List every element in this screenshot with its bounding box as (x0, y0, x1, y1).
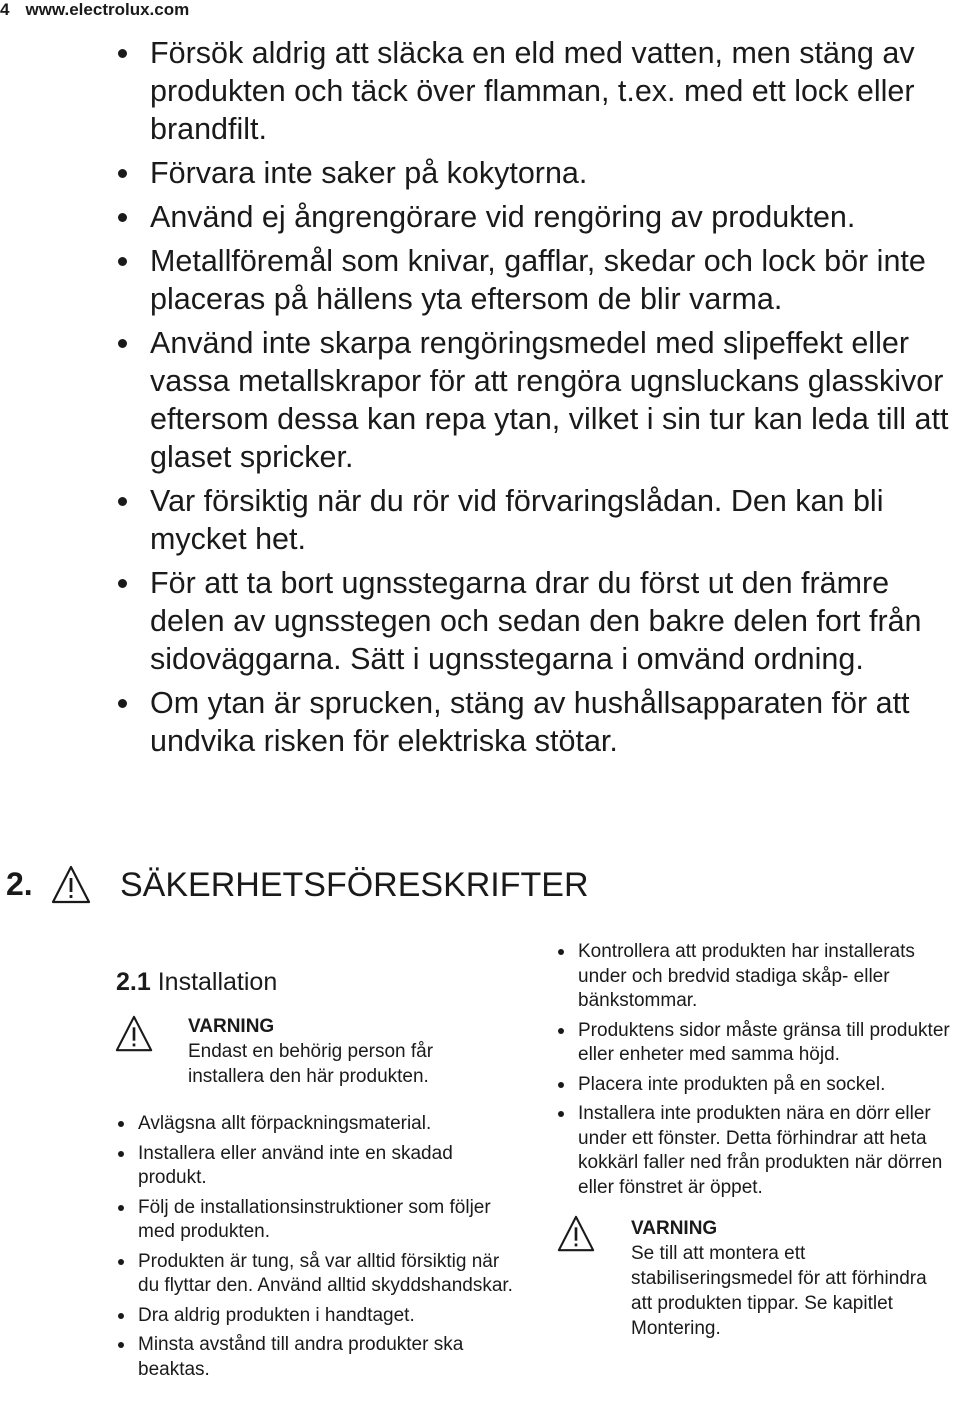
warning-text: Endast en behörig person får installera den här produkten. (188, 1041, 434, 1087)
warning-box-stabilizer (556, 1214, 956, 1344)
list-item: Minsta avstånd till andra produkter ska beaktas. (116, 1333, 516, 1382)
list-item: Metallföremål som knivar, gafflar, skedar och lock bör inte placeras på hällens yta eftersom de blir varma. (110, 242, 950, 318)
list-item: Försök aldrig att släcka en eld med vatten, men stäng av produkten och täck över flamman, t.ex. med ett lock eller brandfilt. (110, 34, 950, 148)
list-item: Följ de installationsinstruktioner som följer med produkten. (116, 1196, 516, 1245)
warning-title: VARNING (631, 1218, 718, 1239)
warning-title: VARNING (188, 1016, 275, 1037)
section-title: SÄKERHETSFÖRESKRIFTER (120, 866, 589, 904)
list-item: Produkten är tung, så var alltid försiktig när du flyttar den. Använd alltid skyddshandskar. (116, 1250, 516, 1299)
list-item: Avlägsna allt förpackningsmaterial. (116, 1112, 516, 1137)
list-item: Använd inte skarpa rengöringsmedel med slipeffekt eller vassa metallskrapor för att rengöra ugnsluckans glasskivor eftersom dessa kan repa ytan, vilket i sin tur kan leda till att glaset spricker. (110, 324, 950, 476)
list-item: För att ta bort ugnsstegarna drar du först ut den främre delen av ugnsstegen och sedan den bakre delen fort från sidoväggarna. Sätt i ugnsstegarna i omvänd ordning. (110, 564, 950, 678)
warning-box-installation (114, 1014, 514, 1094)
list-item: Var försiktig när du rör vid förvaringslådan. Den kan bli mycket het. (110, 482, 950, 558)
warning-triangle-icon (114, 1014, 154, 1059)
installation-list-right (556, 940, 958, 1205)
list-item: Om ytan är sprucken, stäng av hushållsapparaten för att undvika risken för elektriska stötar. (110, 684, 950, 760)
list-item: Förvara inte saker på kokytorna. (110, 154, 950, 192)
subsection-heading (116, 968, 277, 997)
list-item: Produktens sidor måste gränsa till produkter eller enheter med samma höjd. (556, 1019, 958, 1068)
section-heading (6, 862, 706, 912)
list-item: Installera eller använd inte en skadad produkt. (116, 1142, 516, 1191)
list-item: Installera inte produkten nära en dörr eller under ett fönster. Detta förhindrar att heta kokkärl faller ned från produkten när dörren eller fönstret är öppet. (556, 1102, 958, 1200)
subsection-number: 2.1 (116, 968, 151, 996)
page-number: 4 (0, 0, 10, 19)
page-header (0, 0, 189, 20)
warning-text: Se till att montera ett stabiliseringsmedel för att förhindra att produkten tippar. Se kapitlet Montering. (631, 1243, 927, 1339)
list-item: Använd ej ångrengörare vid rengöring av produkten. (110, 198, 950, 236)
section-number: 2. (6, 866, 33, 902)
website-url: www.electrolux.com (25, 0, 190, 19)
warning-triangle-icon (556, 1214, 596, 1259)
warning-triangle-icon (50, 864, 92, 911)
list-item: Kontrollera att produkten har installerats under och bredvid stadiga skåp- eller bänkstommar. (556, 940, 958, 1014)
subsection-title: Installation (157, 968, 278, 996)
installation-list-left (116, 1112, 516, 1387)
safety-bullet-list (110, 34, 950, 766)
list-item: Dra aldrig produkten i handtaget. (116, 1304, 516, 1329)
list-item: Placera inte produkten på en sockel. (556, 1073, 958, 1098)
